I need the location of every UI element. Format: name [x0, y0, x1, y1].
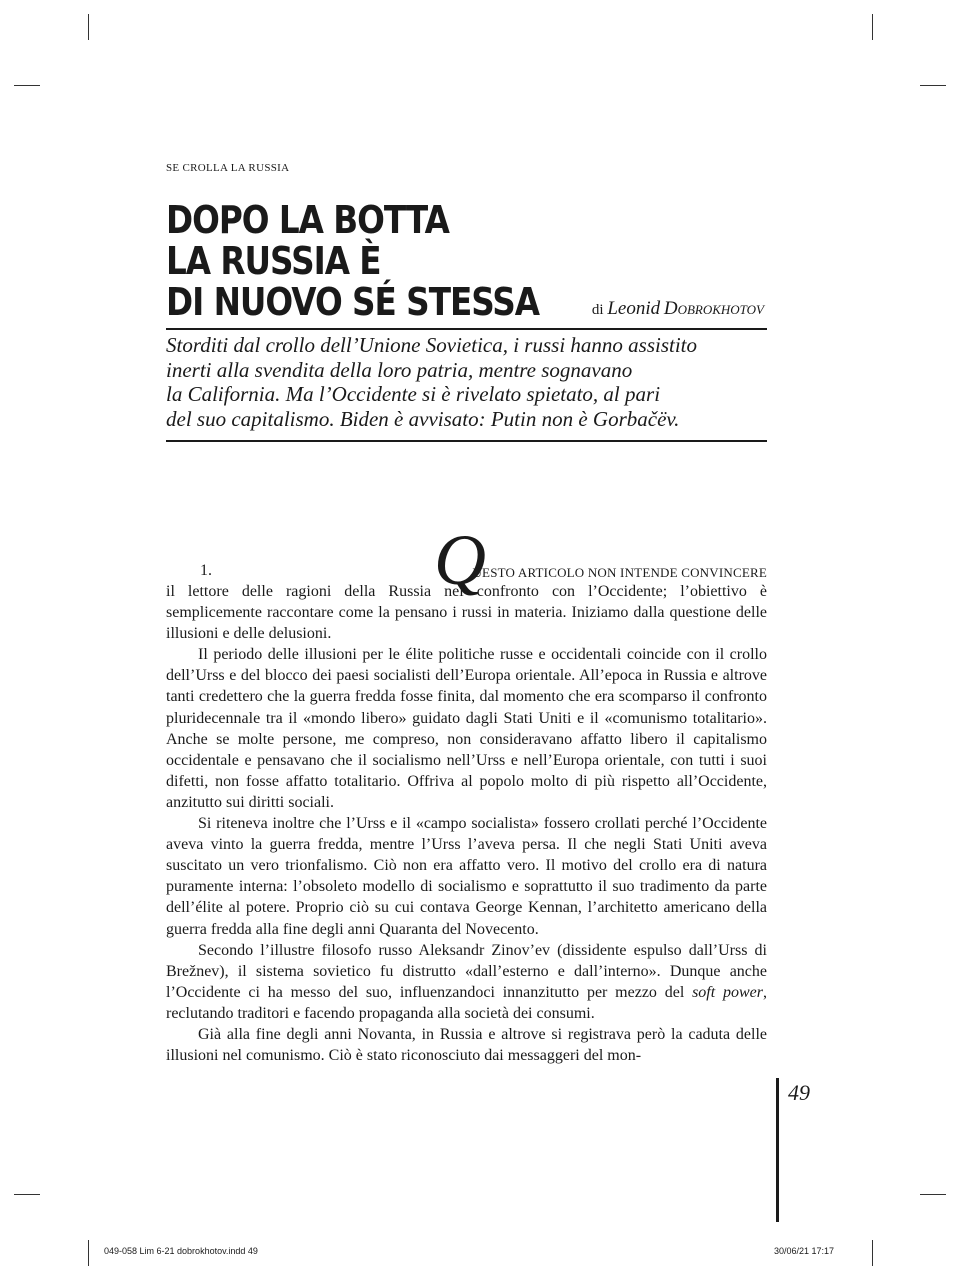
crop-mark-bottom-left	[88, 1240, 89, 1266]
page-number-bar	[776, 1078, 779, 1222]
article-summary	[166, 333, 766, 431]
paragraph: Già alla fine degli anni Novanta, in Russia e altrove si registrava però la caduta delle illusioni nel comunismo. Ciò è stato riconosciuto dai messaggeri del mon-	[166, 1025, 767, 1065]
crop-mark-bottom-right	[872, 1240, 873, 1266]
author-last-name: Dobrokhotov	[663, 298, 764, 319]
headline-line: LA RUSSIA È	[166, 239, 381, 283]
paragraph: Il periodo delle illusioni per le élite politiche russe e occidentali coincide con il crollo dell’Urss e del blocco dei paesi socialisti dell’Europa orientale. All’epoca in Russia e altrove tanti credettero che la guerra fredda fosse finita, dal momento che era scomparso il confronto pluridecennale tra il «mondo libero» guidato dagli Stati Uniti e il «comunismo totalitario». Anche se molte persone, me compreso, non consideravano affatto libero il capitalismo occidentale e pensavano che il socialismo nell’Urss e nell’Europa orientale, con tutti i suoi difetti, non fosse affatto totalitario. Offriva al popolo molto di più rispetto all’Occidente, anzitutto sui diritti sociali.	[166, 646, 767, 811]
author-first-name: Leonid	[607, 298, 661, 319]
opening-smallcaps: UESTO ARTICOLO NON INTENDE CONVINCERE	[472, 565, 767, 580]
crop-mark-left-bottom	[14, 1194, 40, 1195]
summary-bottom-rule	[166, 440, 767, 442]
headline-line: DOPO LA BOTTA	[166, 198, 449, 242]
drop-cap: Q	[434, 520, 486, 600]
section-number: 1.	[200, 562, 212, 579]
page-number: 49	[788, 1080, 810, 1105]
opening-line	[166, 520, 767, 600]
crop-mark-right-top	[920, 85, 946, 86]
crop-mark-top-left	[88, 14, 89, 40]
footer-file-info: 049-058 Lim 6-21 dobrokhotov.indd 49	[104, 1246, 258, 1256]
paragraph: Si riteneva inoltre che l’Urss e il «campo socialista» fossero crollati perché l’Occidente aveva vinto la guerra fredda, mentre l’Urss l’aveva persa. Il che negli Stati Uniti aveva suscitato un vero trionfalismo. Ciò non era affatto vero. Il motivo del crollo era di natura puramente interna: l’obsoleto modello di socialismo e soprattutto il suo tradimento da parte dell’élite al potere. Proprio ciò su cui contava George Kennan, l’architetto americano della guerra fredda alla fine degli anni Quaranta del Novecento.	[166, 815, 767, 938]
section-kicker: SE CROLLA LA RUSSIA	[166, 162, 290, 174]
author-byline	[592, 298, 764, 320]
paragraph: il lettore delle ragioni della Russia nel confronto con l’Occidente; l’obiettivo è semplicemente raccontare come la pensano i russi in materia. Iniziamo dalla questione delle illusioni e delle delusioni.	[166, 583, 767, 643]
summary-top-rule	[166, 328, 767, 330]
paragraph-text: , reclutando traditori e facendo propaganda alla società dei consumi.	[166, 983, 767, 1022]
crop-mark-left-top	[14, 85, 40, 86]
summary-line: inerti alla svendita della loro patria, mentre sognavano	[166, 357, 633, 382]
byline-prefix: di	[591, 302, 604, 318]
headline-line: DI NUOVO SÉ STESSA	[166, 280, 540, 324]
summary-line: del suo capitalismo. Biden è avvisato: Putin non è Gorbačëv.	[166, 406, 680, 431]
summary-line: Storditi dal crollo dell’Unione Sovietica, i russi hanno assistito	[166, 333, 698, 357]
article-body	[166, 520, 767, 1066]
crop-mark-top-right	[872, 14, 873, 40]
crop-mark-right-bottom	[920, 1194, 946, 1195]
paragraph-text: Secondo l’illustre filosofo russo Aleksandr Zinov’ev (dissidente espulso dall’Urss di Brežnev), il sistema sovietico fu distrutto «dall’esterno e dall’interno». Dunque anche l’Occidente ci ha messo del suo, influenzandoci innanzitutto per mezzo del	[166, 941, 767, 1001]
summary-line: la California. Ma l’Occidente si è rivelato spietato, al pari	[166, 382, 661, 406]
footer-datetime: 30/06/21 17:17	[774, 1246, 835, 1256]
italic-term: soft power	[692, 983, 763, 1001]
paragraph	[166, 940, 767, 1024]
article-headline	[166, 200, 539, 323]
